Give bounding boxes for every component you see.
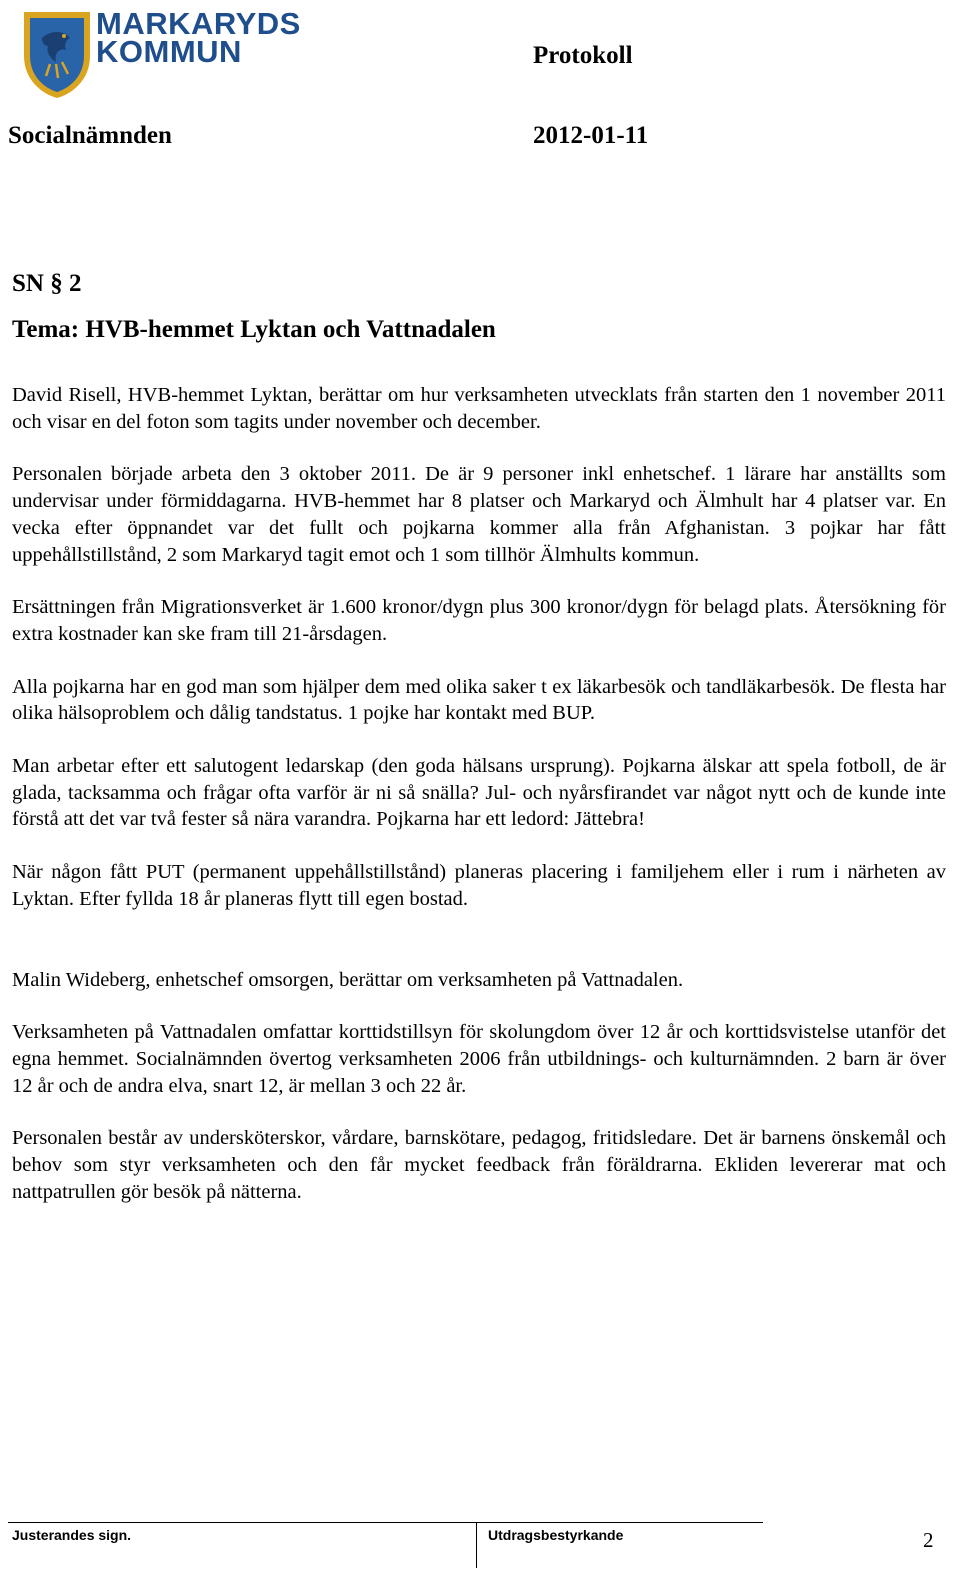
- logo-wordmark: [96, 6, 301, 69]
- logo-line-1: MARKARYDS: [96, 6, 301, 41]
- footer-divider: [476, 1522, 477, 1568]
- section-theme: Tema: HVB-hemmet Lyktan och Vattnadalen: [12, 316, 496, 343]
- section-number: SN § 2: [12, 270, 82, 297]
- paragraph: Man arbetar efter ett salutogent ledarskap (den goda hälsans ursprung). Pojkarna älskar att spela fotboll, de är glada, tacksamma och frågar ofta varför är ni så snälla? Jul- och nyårsfirandet var något nytt och de kunde inte förstå att det var två fester så nära varandra. Pojkarna har ett ledord: Jättebra!: [12, 755, 946, 831]
- coat-of-arms-icon: [20, 8, 94, 100]
- paragraph: Alla pojkarna har en god man som hjälper dem med olika saker t ex läkarbesök och tandläkarbesök. De flesta har olika hälsoproblem och dålig tandstatus. 1 pojke har kontakt med BUP.: [12, 675, 946, 725]
- paragraph: Personalen började arbeta den 3 oktober 2011. De är 9 personer inkl enhetschef. 1 lärare har anställts som undervisar under förmiddagarna. HVB-hemmet har 8 platser och Markaryd och Älmhult har 4 platser var. En vecka efter öppnandet var det fullt och pojkarna kommer alla från Afghanistan. 3 pojkar har fått uppehållstillstånd, 2 som Markaryd tagit emot och 1 som tillhör Älmhults kommun.: [12, 463, 946, 566]
- document-type: Protokoll: [533, 42, 633, 69]
- meeting-date: 2012-01-11: [533, 122, 649, 149]
- extract-label: Utdragsbestyrkande: [488, 1527, 624, 1543]
- paragraph: David Risell, HVB-hemmet Lyktan, berättar om hur verksamheten utvecklats från starten den 1 november 2011 och visar en del foton som tagits under november och december.: [12, 384, 946, 433]
- page-number: 2: [923, 1528, 934, 1552]
- paragraph: Malin Wideberg, enhetschef omsorgen, berättar om verksamheten på Vattnadalen.: [12, 968, 684, 991]
- paragraph: När någon fått PUT (permanent uppehållstillstånd) planeras placering i familjehem eller i rum i närheten av Lyktan. Efter fyllda 18 år planeras flytt till egen bostad.: [12, 861, 946, 910]
- footer-rule: [8, 1522, 763, 1523]
- paragraph: Personalen består av undersköterskor, vårdare, barnskötare, pedagog, fritidsledare. Det är barnens önskemål och behov som styr verksamheten och den får mycket feedback från föräldrarna. Ekliden levererar mat och nattpatrullen gör besök på nätterna.: [12, 1127, 946, 1203]
- municipality-logo: [20, 8, 320, 100]
- paragraph: Ersättningen från Migrationsverket är 1.600 kronor/dygn plus 300 kronor/dygn för belagd plats. Återsökning för extra kostnader kan ske fram till 21-årsdagen.: [12, 596, 946, 645]
- protocol-body: [12, 382, 946, 1205]
- signature-label: Justerandes sign.: [12, 1527, 132, 1543]
- committee-name: Socialnämnden: [8, 122, 172, 149]
- paragraph: Verksamheten på Vattnadalen omfattar korttidstillsyn för skolungdom över 12 år och korttidsvistelse utanför det egna hemmet. Socialnämnden övertog verksamheten 2006 från utbildnings- och kulturnämnden. 2 barn är över 12 år och de andra elva, snart 12, är mellan 3 och 22 år.: [12, 1021, 946, 1097]
- logo-line-2: KOMMUN: [96, 34, 242, 69]
